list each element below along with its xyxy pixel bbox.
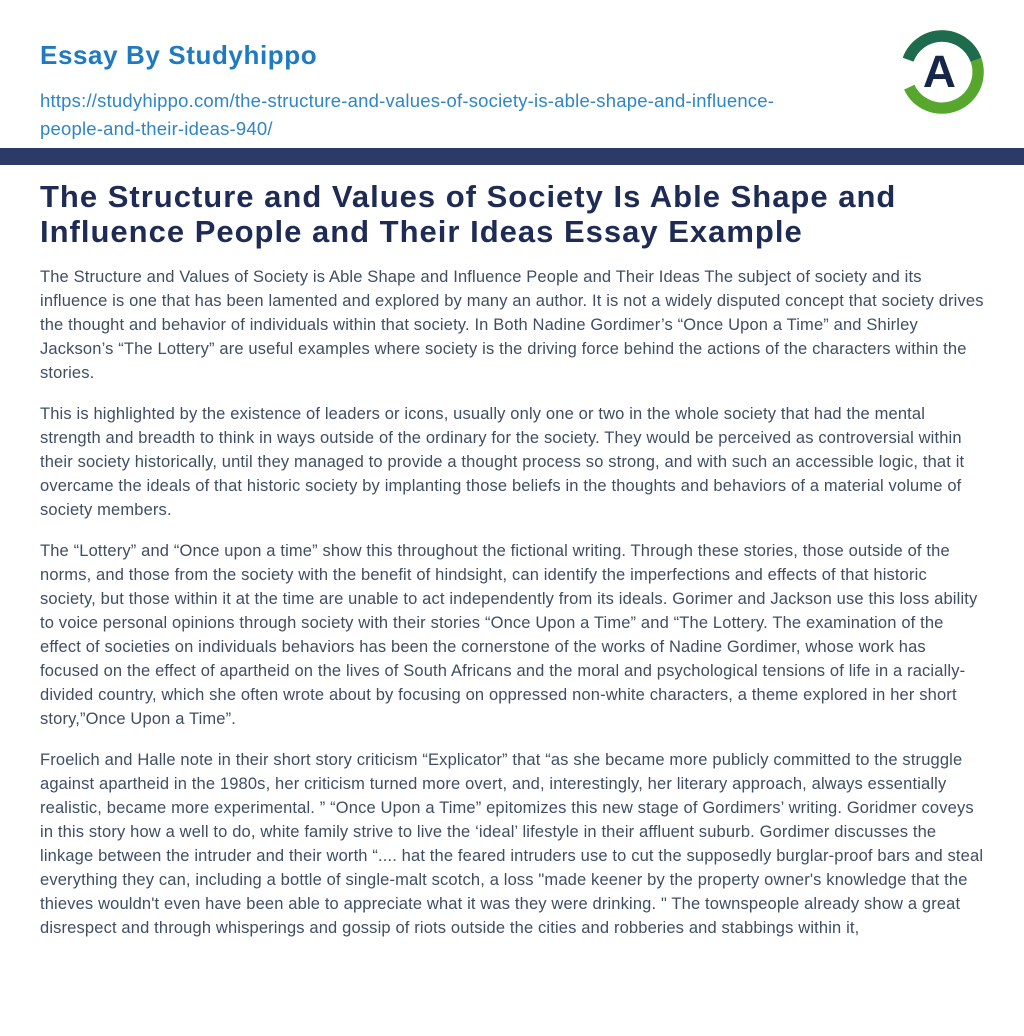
article-paragraph-2: This is highlighted by the existence of leaders or icons, usually only one or two in the whole society that had the mental strength and breadth to think in ways outside of the ordinary for the society. They would be perceived as controversial within their society historically, until they managed to provide a thought process so strong, and with such an accessible logic, that it overcame the ideals of that historic society by implanting those beliefs in the thoughts and behaviors of a material volume of society members. bbox=[40, 405, 965, 519]
studyhippo-logo-icon bbox=[898, 28, 986, 116]
article-paragraph-3: The “Lottery” and “Once upon a time” show this throughout the fictional writing. Through these stories, those outside of the norms, and those from the society with the benefit of hindsight, can identify the imperfections and effects of that historic society, but those within it at the time are unable to act independently from its ideals. Gorimer and Jackson use this loss ability to voice personal opinions through society with their stories “Once Upon a Time” and “The Lottery. The examination of the effect of societies on individuals behaviors has been the cornerstone of the works of Nadine Gordimer, whose work has focused on the effect of apartheid on the lives of South Africans and the moral and psychological tensions of life in a racially-divided country, which she often wrote about by focusing on oppressed non-white characters, a theme explored in her short story,”Once Upon a Time”. bbox=[40, 542, 978, 728]
article-paragraph-4: Froelich and Halle note in their short story criticism “Explicator” that “as she became more publicly committed to the struggle against apartheid in the 1980s, her criticism turned more overt, and, interestingly, her literary approach, always essentially realistic, became more experimental. ” “Once Upon a Time” epitomizes this new stage of Gordimers’ writing. Goridmer coveys in this story how a well to do, white family strive to live the ‘ideal’ lifestyle in their affluent suburb. Gordimer discusses the linkage between the intruder and their worth “.... hat the feared intruders use to cut the supposedly burglar-proof bars and steal everything they can, including a bottle of single-malt scotch, a loss "made keener by the property owner's knowledge that the thieves wouldn't even have been able to appreciate what it was they were drinking. " The townspeople already show a great disrespect and through whisperings and gossip of riots outside the cities and robberies and stabbings within it, bbox=[40, 751, 984, 937]
studyhippo-logo bbox=[898, 28, 986, 116]
article-body bbox=[0, 165, 1024, 987]
header-text bbox=[40, 40, 984, 143]
article-title: The Structure and Values of Society Is Able Shape and Influence People and Their Ideas Essay Example bbox=[40, 179, 897, 249]
page-header bbox=[0, 0, 1024, 148]
source-url-link[interactable]: https://studyhippo.com/the-structure-and-values-of-society-is-able-shape-and-influence-people-and-their-ideas-940/ bbox=[40, 90, 775, 139]
divider-bar bbox=[0, 148, 1024, 165]
logo-letter-a: A bbox=[922, 45, 956, 97]
byline-heading: Essay By Studyhippo bbox=[40, 40, 318, 70]
article-paragraph-1: The Structure and Values of Society is Able Shape and Influence People and Their Ideas The subject of society and its influence is one that has been lamented and explored by many an author. It is not a widely disputed concept that society drives the thought and behavior of individuals within that society. In Both Nadine Gordimer’s “Once Upon a Time” and Shirley Jackson’s “The Lottery” are useful examples where society is the driving force behind the actions of the characters within the stories. bbox=[40, 268, 984, 382]
